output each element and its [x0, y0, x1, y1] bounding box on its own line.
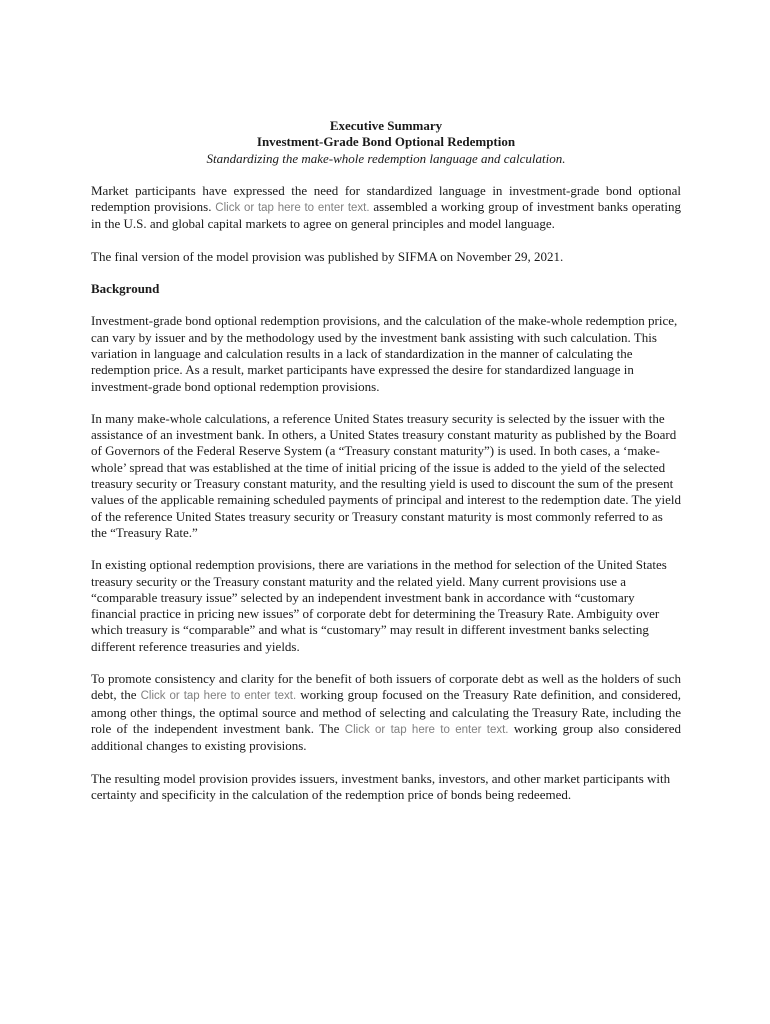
paragraph-4-text-3: working group also considered additional changes to existing provisions. — [91, 720, 682, 754]
intro-paragraph-1 — [91, 183, 681, 233]
document-title: Executive Summary — [329, 118, 443, 133]
background-paragraph-3: In existing optional redemption provisions, there are variations in the method for selection of the United States treasury security or the Treasury constant maturity and the related yield. Many current provisions use a “comparable treasury issue” selected by an independent investment bank in accordance with “customary financial practice in pricing new issues” of corporate debt for determining the Treasury Rate. Ambiguity over which treasury is “comparable” and what is “customary” may result in different investment banks selecting different reference treasuries and yields. — [91, 557, 667, 654]
paragraph-4-text-2: working group focused on the Treasury Rate definition, and considered, among other things, the optimal source and method of selecting and calculating the Treasury Rate, including the role of the independent investment bank. The — [91, 687, 682, 736]
background-paragraph-2: In many make-whole calculations, a reference United States treasury security is selected by the issuer with the assistance of an investment bank. In others, a United States treasury constant maturity as published by the Board of Governors of the Federal Reserve System (a “Treasury constant maturity”) is used. In both cases, a ‘make-whole’ spread that was established at the time of initial pricing of the issue is added to the yield of the selected treasury security or Treasury constant maturity, and the resulting yield is used to discount the sum of the present values of the applicable remaining scheduled payments of principal and interest to the redemption date. The yield of the reference United States treasury security or Treasury constant maturity is most commonly referred to as the “Treasury Rate.” — [91, 410, 681, 540]
section-heading-background: Background — [91, 281, 160, 297]
intro-paragraph-2: The final version of the model provision was published by SIFMA on November 29, 2021. — [91, 248, 564, 264]
text-placeholder-field[interactable]: Click or tap here to enter text. — [140, 690, 297, 703]
background-paragraph-5: The resulting model provision provides issuers, investment banks, investors, and other market participants with certainty and specificity in the calculation of the redemption price of bonds being redeemed. — [91, 770, 671, 802]
background-paragraph-4 — [91, 671, 681, 754]
document-tagline: Standardizing the make-whole redemption language and calculation. — [206, 150, 566, 166]
document-header — [91, 118, 681, 167]
intro-text-before: Market participants have expressed the need for standardized language in investment-grade bond optional redemption provisions. — [91, 182, 681, 215]
text-placeholder-field[interactable]: Click or tap here to enter text. — [215, 202, 370, 215]
background-paragraph-1: Investment-grade bond optional redemption provisions, and the calculation of the make-whole redemption price, can vary by issuer and by the methodology used by the investment bank assisting with such calculation. This variation in language and calculation results in a lack of standardization in the manner of calculating the redemption price. As a result, market participants have expressed the desire for standardized language in investment-grade bond optional redemption provisions. — [91, 313, 678, 394]
paragraph-4-text-1: To promote consistency and clarity for the benefit of both issuers of corporate debt as well as the holders of such debt, the — [91, 671, 681, 703]
text-placeholder-field[interactable]: Click or tap here to enter text. — [344, 723, 509, 736]
intro-text-after: assembled a working group of investment banks operating in the U.S. and global capital markets to agree on general principles and model language. — [91, 199, 681, 232]
document-subtitle: Investment-Grade Bond Optional Redemption — [256, 134, 516, 150]
document-page — [91, 118, 681, 819]
